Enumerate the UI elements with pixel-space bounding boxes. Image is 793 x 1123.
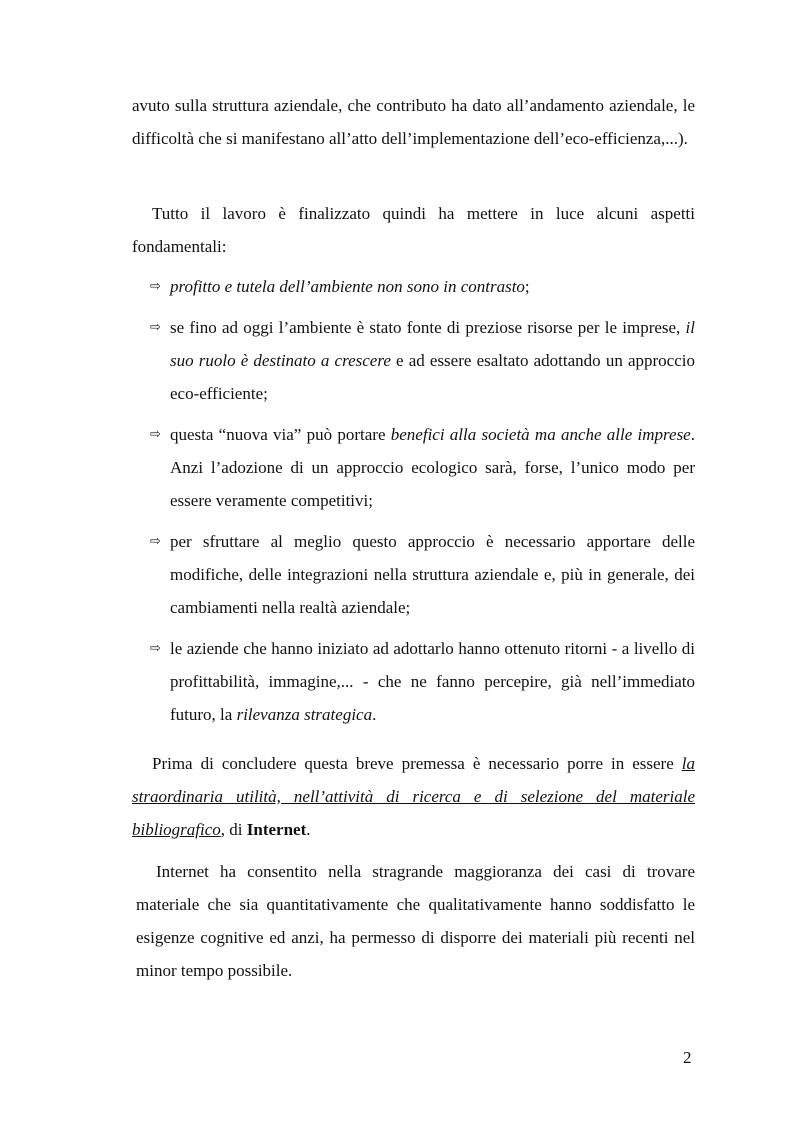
list-item-text: le aziende che hanno iniziato ad adottarlo hanno ottenuto ritorni - a livello di profittabilità, immagine,... - che ne fanno percepire, già nell’immediato futuro, la	[170, 639, 695, 724]
list-item-italic: profitto e tutela dell’ambiente non sono in contrasto	[170, 277, 525, 296]
list-item-tail: .	[372, 705, 377, 724]
paragraph-internet-intro	[132, 747, 695, 846]
list-item-italic: il suo ruolo è destinato a crescere	[170, 318, 695, 370]
list-item	[150, 632, 695, 731]
list-item-italic: rilevanza strategica	[236, 705, 373, 724]
list-item-text: se fino ad oggi l’ambiente è stato fonte di preziose risorse per le imprese,	[170, 318, 686, 337]
list-item-tail: ;	[524, 277, 530, 296]
list-item	[150, 525, 695, 624]
list-item-tail: . Anzi l’adozione di un approccio ecologico sarà, forse, l’unico modo per essere veramente competitivi;	[170, 425, 695, 510]
list-item-text: questa “nuova via” può portare	[170, 425, 391, 444]
list-item	[150, 418, 695, 517]
paragraph-text: Prima di concludere questa breve premessa è necessario porre in essere	[152, 754, 682, 773]
list-item	[150, 270, 695, 303]
paragraph-text: .	[306, 820, 311, 839]
paragraph-text: , di	[220, 820, 247, 839]
list-item-tail: e ad essere esaltato adottando un approccio eco-efficiente;	[170, 351, 695, 403]
paragraph-intro-continuation: avuto sulla struttura aziendale, che contributo ha dato all’andamento aziendale, le difficoltà che si manifestano all’atto dell’implementazione dell’eco-efficienza,...).	[132, 96, 695, 148]
underlined-emphasis: la straordinaria utilità, nell’attività di ricerca e di selezione del materiale bibliografico	[132, 754, 695, 839]
aspects-list	[150, 270, 695, 739]
arrow-bullet-icon: ⇨	[150, 320, 161, 335]
paragraph-internet-benefits: Internet ha consentito nella stragrande maggioranza dei casi di trovare materiale che sia quantitativamente che qualitativamente hanno soddisfatto le esigenze cognitive ed anzi, ha permesso di disporre dei materiali più recenti nel minor tempo possibile.	[136, 862, 695, 980]
page-number: 2	[683, 1048, 692, 1067]
internet-bold: Internet	[246, 820, 307, 839]
arrow-bullet-icon: ⇨	[150, 279, 161, 294]
paragraph-aspects-intro: Tutto il lavoro è finalizzato quindi ha mettere in luce alcuni aspetti fondamentali:	[132, 204, 695, 256]
list-item	[150, 311, 695, 410]
arrow-bullet-icon: ⇨	[150, 534, 161, 549]
list-item-italic: benefici alla società ma anche alle imprese	[390, 425, 691, 444]
arrow-bullet-icon: ⇨	[150, 641, 161, 656]
list-item-text: per sfruttare al meglio questo approccio è necessario apportare delle modifiche, delle integrazioni nella struttura aziendale e, più in generale, dei cambiamenti nella realtà aziendale;	[170, 532, 695, 617]
arrow-bullet-icon: ⇨	[150, 427, 161, 442]
